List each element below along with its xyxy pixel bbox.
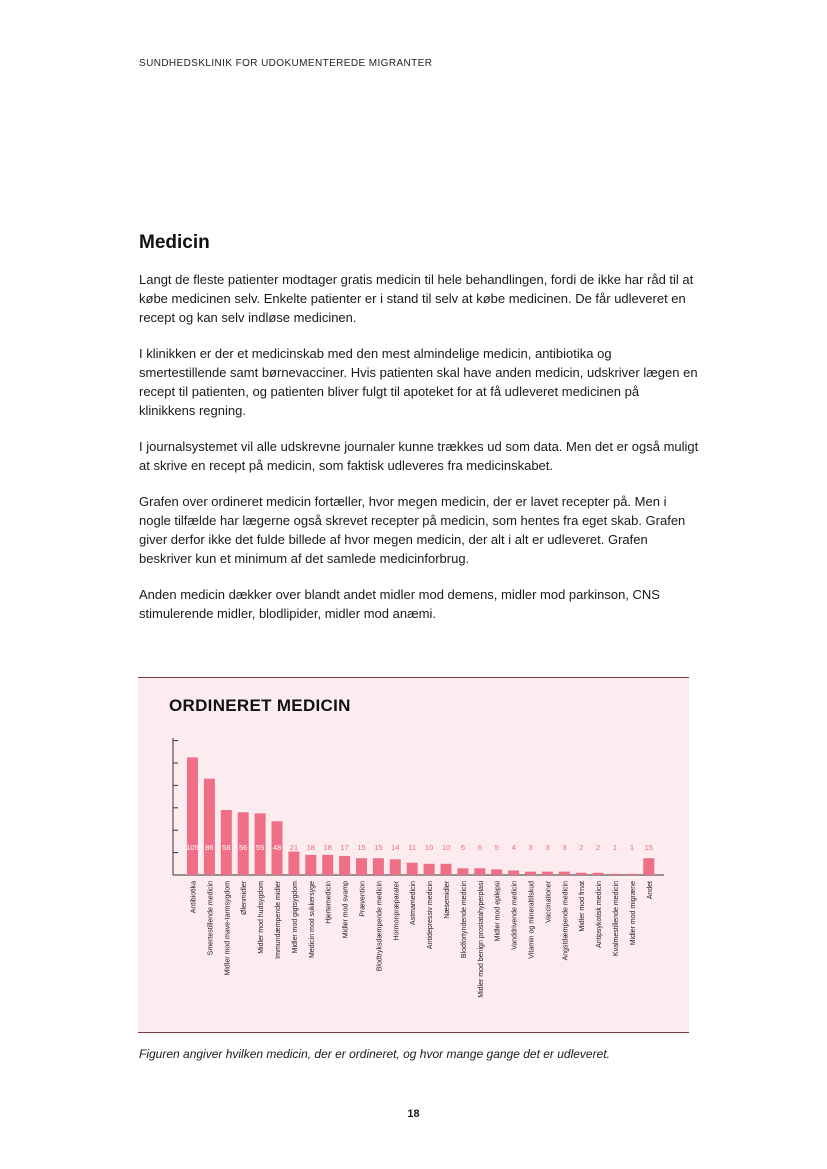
running-header: SUNDHEDSKLINIK FOR UDOKUMENTEREDE MIGRANTER [139, 58, 433, 69]
bar [339, 856, 350, 875]
bar [542, 872, 553, 875]
page-number: 18 [407, 1108, 420, 1120]
bar [491, 869, 502, 875]
bar-value-label: 18 [306, 843, 315, 852]
bar-value-label: 86 [205, 843, 214, 852]
paragraph: Grafen over ordineret medicin fortæller, hvor megen medicin, der er lavet recepter på. Men i nogle tilfælde har lægerne også skrevet recepter på medicin, som hentes fra eget skab. Grafen giver derfor ikke det fulde billede af hvor megen medicin, der alt i alt er udleveret. Grafen beskriver kun et minimum af det samlede medicinforbrug. [139, 494, 686, 566]
bar-value-label: 1 [629, 843, 634, 852]
bar-value-label: 10 [424, 843, 434, 852]
bar [187, 757, 198, 875]
category-label: Blodfortyndende medicin [460, 881, 468, 959]
category-label: Vaccinationer [545, 881, 553, 923]
bar [356, 858, 367, 875]
category-label: Astmamedicin [410, 881, 418, 925]
bar [593, 873, 604, 875]
category-label: Angstdæmpende medicin [562, 881, 570, 961]
bar-value-label: 2 [579, 843, 584, 852]
bar [204, 779, 215, 875]
bar-value-label: 17 [340, 843, 349, 852]
bar-value-label: 6 [460, 843, 465, 852]
bar-value-label: 15 [374, 843, 383, 852]
bar-value-label: 14 [391, 843, 400, 852]
bar [373, 858, 384, 875]
bar-value-label: 58 [222, 843, 231, 852]
paragraph: I journalsystemet vil alle udskrevne journaler kunne trækkes ud som data. Men det er også muligt at skrive en recept på medicin, som faktisk udleveres fra medicinskabet. [139, 439, 699, 473]
bar-value-label: 6 [477, 843, 482, 852]
bar [643, 858, 654, 875]
bar [576, 873, 587, 875]
category-label: Antidepressiv medicin [427, 881, 435, 950]
bar [441, 864, 452, 875]
bar [559, 872, 570, 875]
bar-value-label: 15 [357, 843, 366, 852]
bar-value-label: 11 [408, 843, 417, 852]
category-label: Prævention [359, 881, 367, 917]
bar-value-label: 21 [289, 843, 299, 852]
category-label: Antibiotika [190, 881, 198, 914]
category-label: Andet [646, 881, 654, 900]
bar-value-label: 3 [545, 843, 550, 852]
section-title: Medicin [139, 232, 210, 253]
category-label: Midler mod frnat [579, 881, 587, 932]
bar-value-label: 18 [323, 843, 332, 852]
bar-value-label: 15 [644, 843, 653, 852]
figure-caption: Figuren angiver hvilken medicin, der er ordineret, og hvor mange gange det er udleveret. [139, 1047, 610, 1061]
category-label: Vanddrivende medicin [511, 881, 519, 950]
bar [525, 872, 536, 875]
category-label: Immundæmpende midler [275, 881, 282, 959]
category-label: Midler mod epilepsi [494, 881, 502, 942]
category-label: Antipsykotisk medicin [596, 881, 604, 948]
bar [288, 851, 299, 875]
bar [407, 863, 418, 875]
chart-title: ORDINERET MEDICIN [169, 696, 351, 715]
body-text [139, 270, 699, 640]
category-label: Midler mod benign prostatahyperplasi [477, 881, 485, 998]
bar-value-label: 1 [612, 843, 618, 852]
bar-value-label: 5 [494, 843, 499, 852]
category-label: Blodtryksdæmpende medicin [376, 881, 384, 972]
category-label: Næsemidler [444, 881, 451, 919]
bar [626, 874, 637, 875]
category-label: Midler mod migræne [629, 881, 637, 946]
bar [610, 874, 621, 875]
category-label: Smertestillende medicin [207, 881, 215, 956]
bar [457, 868, 468, 875]
bar [508, 871, 519, 875]
bar-value-label: 56 [239, 843, 248, 852]
category-label: Midler mod mave-tarmsygdom [224, 881, 232, 976]
bar-value-label: 10 [441, 843, 451, 852]
bar-value-label: 2 [596, 843, 601, 852]
paragraph: Anden medicin dækker over blandt andet midler mod demens, midler mod parkinson, CNS stimulerende midler, blodlipider, midler mod anæmi. [139, 587, 660, 621]
bar-value-label: 105 [186, 843, 199, 852]
paragraph: Langt de fleste patienter modtager gratis medicin til hele behandlingen, fordi de ikke har råd til at købe medicinen selv. Enkelte patienter er i stand til selv at købe medicinen. De får udleveret en recept og kan selv indløse medicinen. [139, 272, 694, 325]
paragraph: I klinikken er der et medicinskab med den mest almindelige medicin, antibiotika og smertestillende samt børnevacciner. Hvis patienten skal have anden medicin, udskriver lægen en recept til patienten, og patienten bliver fulgt til apoteket for at få udleveret medicinen på klinikkens regning. [139, 346, 698, 418]
bar-value-label: 48 [272, 843, 282, 852]
bar-value-label: 3 [528, 843, 533, 852]
category-label: Medicin mod sukkersyge [308, 881, 316, 959]
bar [424, 864, 435, 875]
bar [390, 859, 401, 875]
category-label: Ølenmidler [241, 881, 249, 915]
category-label: Midler mod hudsygdom [258, 881, 266, 954]
category-label: Kvalmestillende medicin [613, 881, 620, 957]
category-label: Hjertemedicin [325, 881, 333, 924]
chart-panel [138, 677, 689, 1033]
bar [322, 855, 333, 875]
category-label: Midler mod gigtsygdom [291, 881, 299, 954]
bar [305, 855, 316, 875]
category-label: Hormonpræparater [393, 881, 401, 941]
bar-value-label: 55 [255, 843, 265, 852]
bar [474, 868, 485, 875]
category-label: Midler mod svamp [342, 881, 350, 939]
bar-value-label: 3 [562, 843, 567, 852]
category-label: Vitamin og mineraltilskud [528, 881, 536, 959]
bar-value-label: 4 [511, 843, 516, 852]
bar-chart [138, 678, 689, 1032]
